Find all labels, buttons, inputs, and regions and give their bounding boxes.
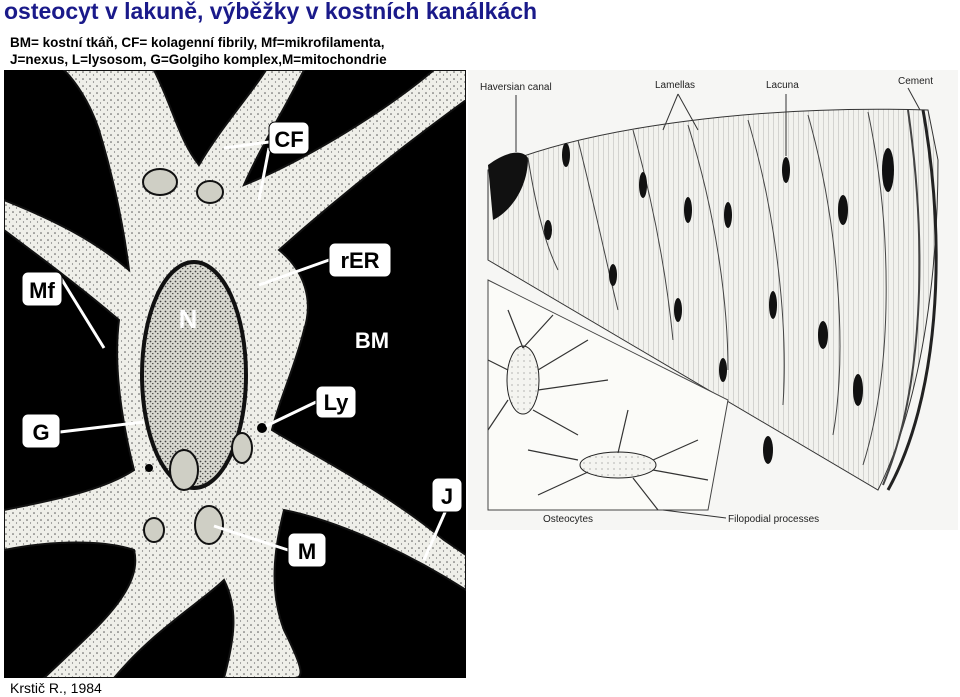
osteocyte-diagram [4,70,466,678]
osteocyte-svg [4,70,466,678]
figure-credit: Krstič R., 1984 [10,680,102,696]
svg-text:N: N [178,304,198,334]
page-title: osteocyt v lakuně, výběžky v kostních kanálkách [4,0,538,24]
osteon-diagram [468,70,958,530]
label-cement: Cement [898,76,934,87]
nucleus [142,262,246,488]
svg-text:Mf: Mf [29,278,55,303]
label-lacuna: Lacuna [766,80,799,91]
label-osteocytes: Osteocytes [543,514,594,525]
osteon-svg [468,70,958,530]
lysosome [257,423,267,433]
svg-text:M: M [297,539,317,564]
label-haversian-canal: Haversian canal [480,82,552,93]
svg-text:J: J [440,484,454,509]
label-n [179,304,198,334]
label-bm [355,328,389,353]
svg-text:CF: CF [274,127,304,152]
label-lamellas: Lamellas [655,80,696,91]
label-filopodial-processes: Filopodial processes [728,514,820,525]
legend-line-1: BM= kostní tkáň, CF= kolagenní fibrily, Mf=mikrofilamenta, [10,35,385,50]
svg-text:BM: BM [354,328,390,353]
svg-text:G: G [32,420,50,445]
legend-line-2: J=nexus, L=lysosom, G=Golgiho komplex,M=mitochondrie [10,52,387,67]
svg-text:rER: rER [340,248,380,273]
svg-text:Ly: Ly [323,390,349,415]
